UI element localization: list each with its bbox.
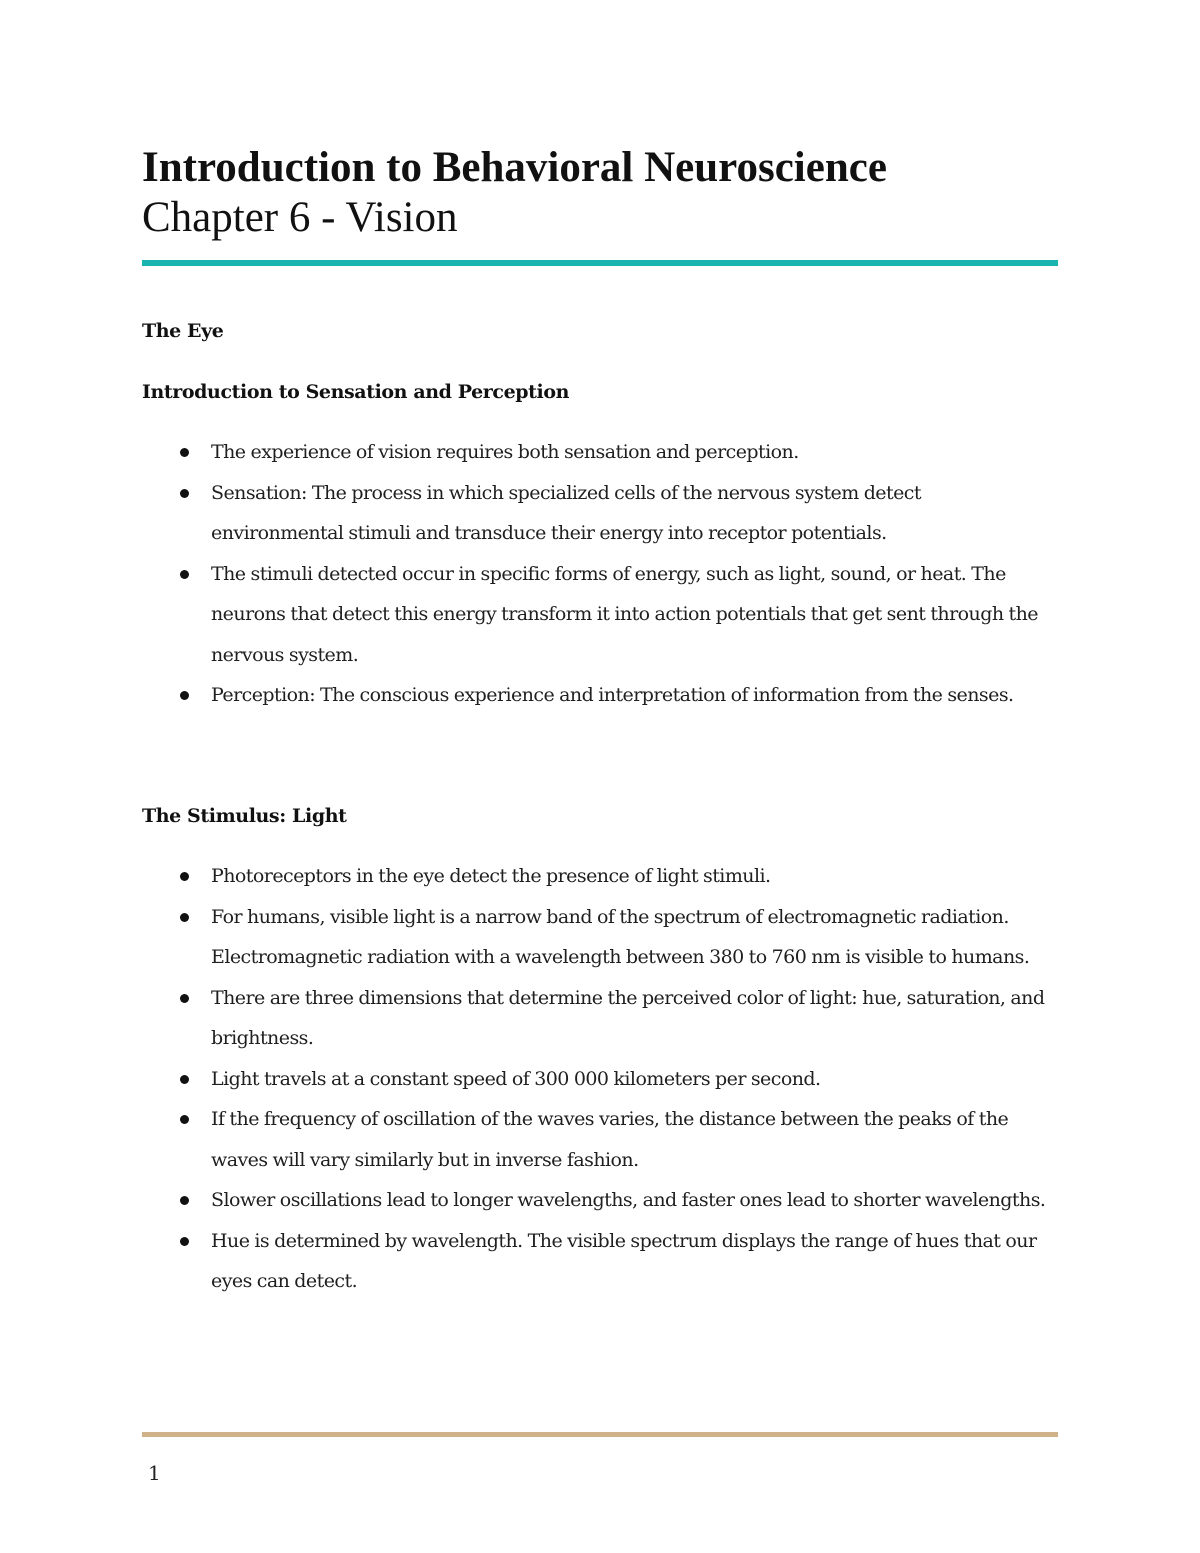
- footer-divider: [142, 1432, 1058, 1437]
- list-item-text: Photoreceptors in the eye detect the presence of light stimuli.: [211, 865, 771, 887]
- section-heading-stimulus-light: The Stimulus: Light: [142, 805, 347, 827]
- bullet-icon: [180, 1115, 189, 1124]
- list-item: [142, 432, 1058, 473]
- document-title: Introduction to Behavioral Neuroscience: [142, 144, 887, 191]
- document-page: [142, 0, 1058, 1553]
- bullet-icon: [180, 872, 189, 881]
- bullet-icon: [180, 691, 189, 700]
- list-item-text: For humans, visible light is a narrow band of the spectrum of electromagnetic radiation. Electromagnetic radiation with a wavelength between 380 to 760 nm is visible to humans.: [211, 905, 1030, 968]
- title-divider: [142, 260, 1058, 266]
- list-item-text: Light travels at a constant speed of 300 000 kilometers per second.: [211, 1067, 821, 1090]
- list-item: [142, 1180, 1058, 1221]
- list-item: [142, 554, 1058, 676]
- list-item-text: The stimuli detected occur in specific forms of energy, such as light, sound, or heat. The neurons that detect this energy transform it into action potentials that get sent through the nervous system.: [211, 562, 1038, 666]
- list-item: [142, 1099, 1058, 1180]
- list-item: [142, 473, 1058, 554]
- list-item: [142, 978, 1058, 1059]
- bullet-icon: [180, 448, 189, 457]
- list-item: [142, 675, 1058, 716]
- list-item: [142, 856, 1058, 897]
- section-heading-the-eye: The Eye: [142, 320, 224, 342]
- bullet-icon: [180, 1196, 189, 1205]
- bullet-icon: [180, 489, 189, 498]
- list-item-text: If the frequency of oscillation of the waves varies, the distance between the peaks of the waves will vary similarly but in inverse fashion.: [211, 1108, 1009, 1171]
- list-item-text: Sensation: The process in which specialized cells of the nervous system detect environmental stimuli and transduce their energy into receptor potentials.: [211, 481, 921, 544]
- list-item-text: Slower oscillations lead to longer wavelengths, and faster ones lead to shorter wavelengths.: [211, 1189, 1046, 1211]
- bullet-icon: [180, 913, 189, 922]
- list-item: [142, 1059, 1058, 1100]
- list-item-text: Perception: The conscious experience and interpretation of information from the senses.: [211, 684, 1014, 706]
- list-item: [142, 897, 1058, 978]
- page-number: 1: [148, 1461, 161, 1485]
- list-item-text: The experience of vision requires both sensation and perception.: [211, 441, 799, 463]
- list-item-text: There are three dimensions that determine the perceived color of light: hue, saturation, and brightness.: [211, 986, 1045, 1049]
- bullet-list-sensation-perception: [142, 432, 1058, 716]
- bullet-list-stimulus-light: [142, 856, 1058, 1302]
- bullet-icon: [180, 1075, 189, 1084]
- section-heading-sensation-perception: Introduction to Sensation and Perception: [142, 381, 570, 403]
- list-item: [142, 1221, 1058, 1302]
- bullet-icon: [180, 994, 189, 1003]
- document-subtitle: Chapter 6 - Vision: [142, 194, 458, 241]
- bullet-icon: [180, 570, 189, 579]
- list-item-text: Hue is determined by wavelength. The visible spectrum displays the range of hues that our eyes can detect.: [211, 1229, 1037, 1292]
- bullet-icon: [180, 1237, 189, 1246]
